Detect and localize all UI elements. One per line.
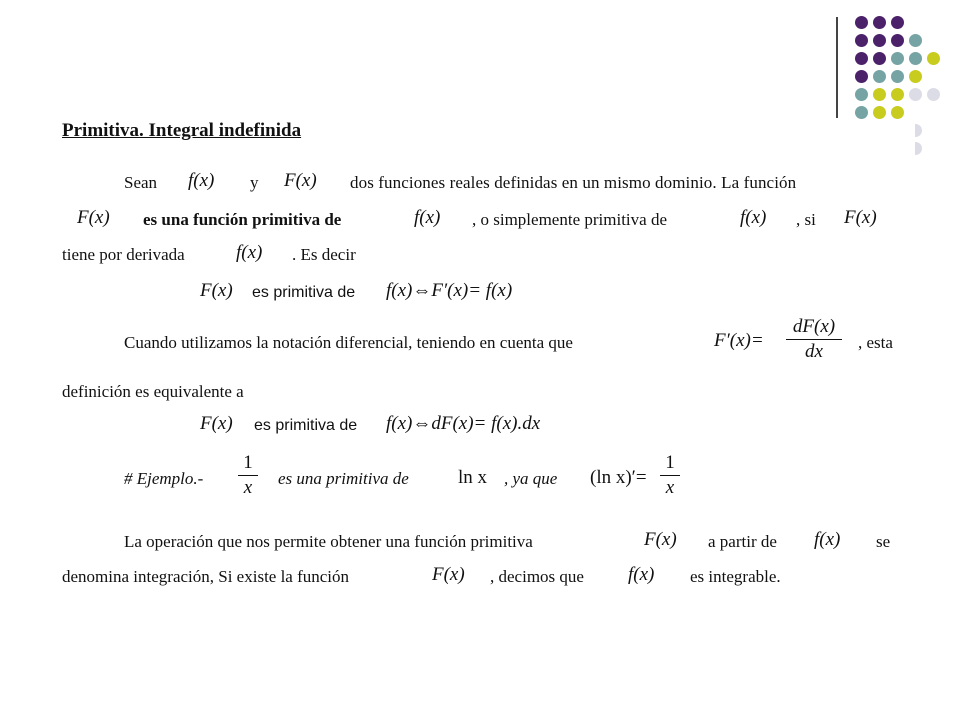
text-esta: , esta: [858, 333, 893, 352]
text-notation: Cuando utilizamos la notación diferencial, teniendo en cuenta que: [124, 333, 573, 352]
text-sean: Sean: [124, 173, 158, 192]
math-F-x: F(x): [844, 207, 877, 228]
fraction-numerator: 1: [243, 452, 253, 473]
decorative-dot: [891, 16, 904, 29]
decorative-vertical-line: [836, 17, 838, 118]
decorative-dot: [873, 70, 886, 83]
decorative-dot: [873, 52, 886, 65]
decorative-dot: [915, 124, 922, 137]
text-integrable: es integrable.: [690, 567, 781, 586]
math-equivalence-differential: f(x)⇔dF(x)= f(x).dx: [386, 413, 541, 434]
text-definition-1: dos funciones reales definidas en un mismo dominio. La función: [350, 173, 797, 192]
decorative-dot: [855, 88, 868, 101]
text-es-decir: . Es decir: [292, 245, 356, 264]
text-ya-que: , ya que: [504, 469, 558, 488]
text-tiene: tiene por derivada: [62, 245, 185, 264]
fraction-bar: [660, 475, 680, 476]
math-F-prime: F′(x)=: [714, 330, 764, 351]
decorative-dot: [909, 52, 922, 65]
fraction-bar: [786, 339, 842, 340]
decorative-dot: [873, 34, 886, 47]
text-a-partir: a partir de: [708, 532, 777, 551]
decorative-dot: [873, 106, 886, 119]
fraction-denominator: x: [665, 477, 675, 498]
decorative-dot: [873, 88, 886, 101]
text-si: , si: [796, 210, 816, 229]
decorative-dot: [891, 34, 904, 47]
math-fraction-1-x: [660, 452, 680, 499]
math-f-x: f(x): [188, 170, 215, 191]
decorative-dot: [855, 34, 868, 47]
math-f-x: f(x): [236, 242, 263, 263]
math-fraction-dF-dx: [786, 316, 842, 363]
text-es-primitiva: es primitiva de: [254, 417, 358, 434]
page-title: Primitiva. Integral indefinida: [62, 120, 302, 141]
decorative-dot: [891, 106, 904, 119]
fraction-denominator: x: [243, 477, 253, 498]
fraction-bar: [238, 475, 258, 476]
math-ln-derivative: (ln x)′=: [590, 467, 647, 488]
math-f-x: f(x): [628, 564, 655, 585]
text-simply: , o simplemente primitiva de: [472, 210, 667, 229]
text-equivalente: definición es equivalente a: [62, 382, 244, 401]
decorative-dot: [855, 16, 868, 29]
text-se: se: [876, 532, 891, 551]
decorative-dot: [855, 52, 868, 65]
decorative-dot: [855, 106, 868, 119]
math-ln-x: ln x: [458, 467, 488, 488]
math-fraction-1-x: [238, 452, 258, 499]
decorative-dot: [909, 70, 922, 83]
fraction-numerator: 1: [665, 452, 675, 473]
decorative-dot: [915, 142, 922, 155]
text-denomina: denomina integración, Si existe la función: [62, 567, 350, 586]
math-F-x: F(x): [432, 564, 465, 585]
text-es-primitiva: es primitiva de: [252, 284, 356, 301]
text-bold-definition: es una función primitiva de: [143, 210, 342, 229]
decorative-dot: [909, 88, 922, 101]
math-F-x: F(x): [644, 529, 677, 550]
math-F-x: F(x): [77, 207, 110, 228]
text-y: y: [250, 173, 259, 192]
math-f-x: f(x): [814, 529, 841, 550]
decorative-dot: [855, 70, 868, 83]
decorative-dot: [909, 34, 922, 47]
fraction-denominator: dx: [805, 341, 823, 362]
decorative-dot: [891, 70, 904, 83]
math-F-x: F(x): [200, 280, 233, 301]
text-operacion: La operación que nos permite obtener una función primitiva: [124, 532, 533, 551]
math-f-x: f(x): [740, 207, 767, 228]
text-es-una-primitiva: es una primitiva de: [278, 469, 409, 488]
math-F-x: F(x): [284, 170, 317, 191]
decorative-dot: [891, 52, 904, 65]
decorative-dot: [891, 88, 904, 101]
decorative-dot: [927, 88, 940, 101]
text-decimos: , decimos que: [490, 567, 584, 586]
math-f-x: f(x): [414, 207, 441, 228]
decorative-dot: [873, 16, 886, 29]
example-label: # Ejemplo.-: [124, 469, 204, 488]
math-equivalence: f(x)⇔F′(x)= f(x): [386, 280, 513, 301]
decorative-dot: [927, 52, 940, 65]
fraction-numerator: dF(x): [792, 316, 836, 337]
math-F-x: F(x): [200, 413, 233, 434]
